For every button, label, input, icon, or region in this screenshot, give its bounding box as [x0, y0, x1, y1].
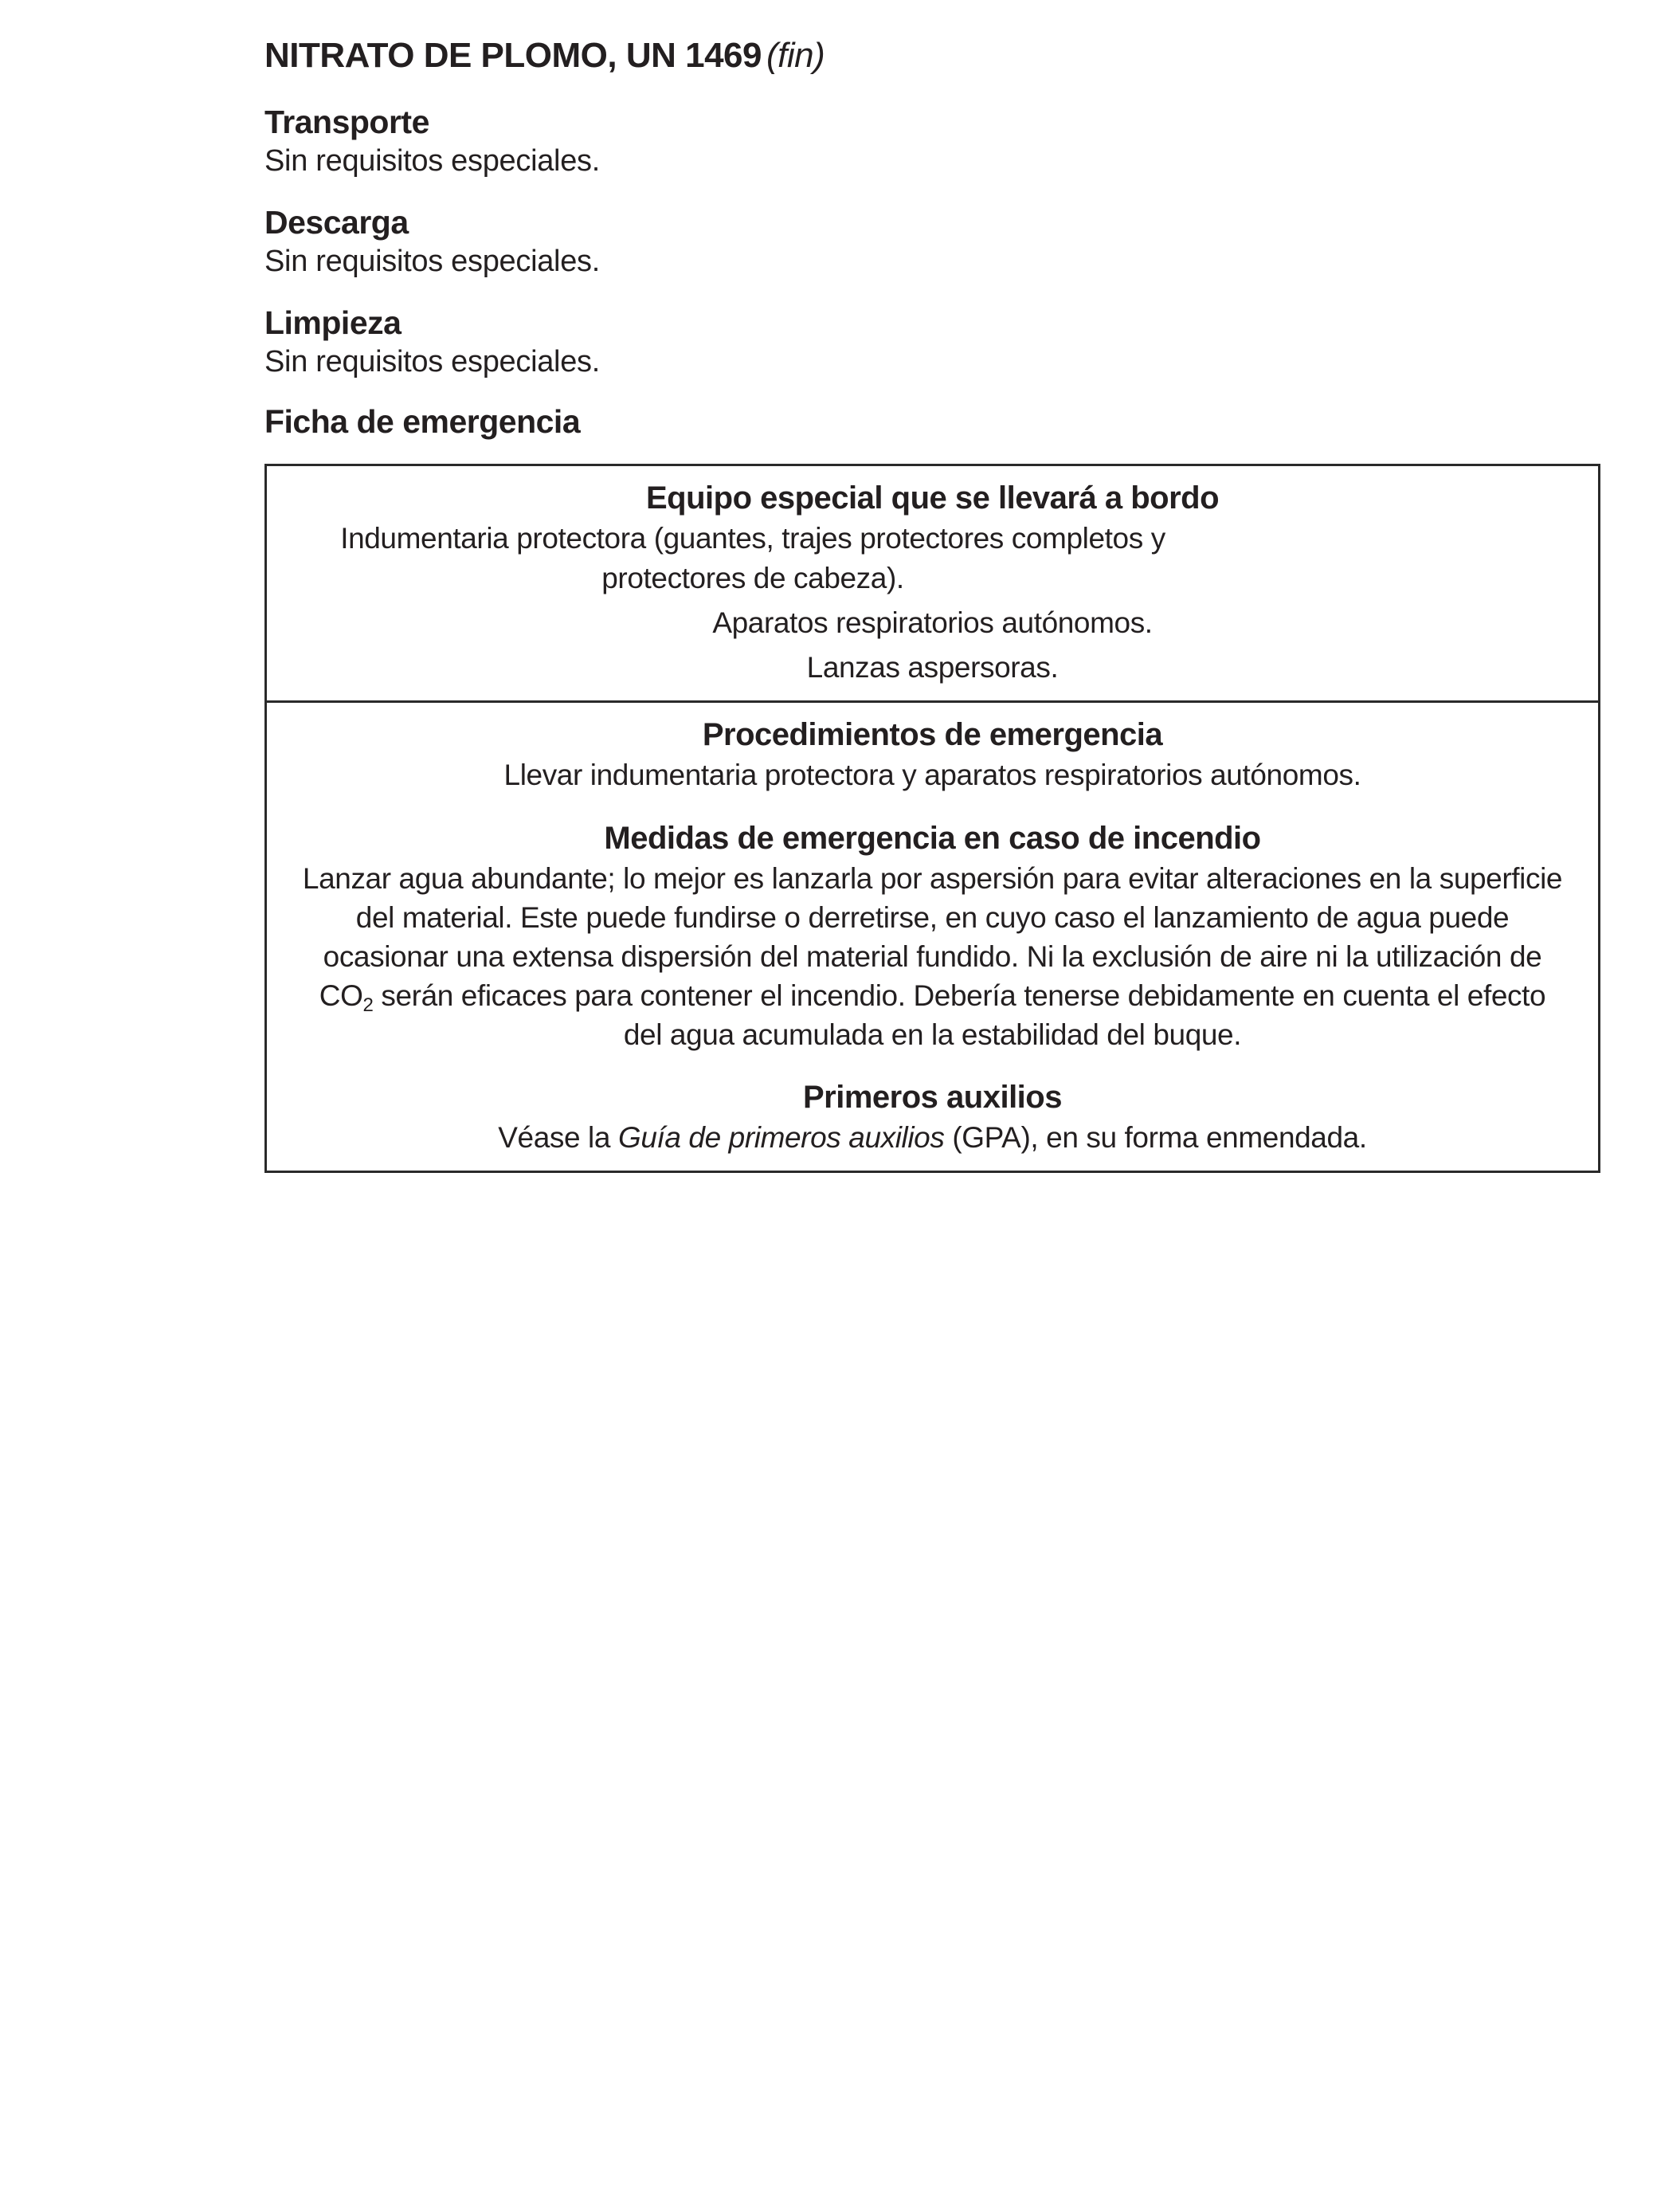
- page-title-suffix: (fin): [766, 36, 825, 75]
- section-text: Sin requisitos especiales.: [264, 345, 600, 378]
- section-heading: Transporte: [264, 104, 429, 140]
- auxilios-guide-title: Guía de primeros auxilios: [617, 1121, 945, 1154]
- equipo-line: Indumentaria protectora (guantes, trajes protectores completos y protectores de cabeza).: [340, 522, 1165, 594]
- section-text: Sin requisitos especiales.: [264, 144, 600, 178]
- section-text: Sin requisitos especiales.: [264, 245, 600, 278]
- incendio-text: [299, 859, 1566, 1054]
- equipo-especial-block: [267, 466, 1598, 700]
- emergency-procedures-block: [267, 700, 1598, 1171]
- auxilios-text-before: Véase la: [498, 1121, 618, 1154]
- ficha-heading: Ficha de emergencia: [264, 403, 581, 440]
- auxilios-text-after: (GPA), en su forma enmendada.: [944, 1121, 1367, 1154]
- incendio-text-before: Lanzar agua abundante; lo mejor es lanzarla por aspersión para evitar alteraciones en la superficie del material. Este puede fundirse o derretirse, en cuyo caso el lanzamiento de agua puede ocasionar una extensa dispersión del material fundido. Ni la exclusión de aire ni la utilización de CO: [302, 862, 1563, 1012]
- co2-subscript: 2: [362, 994, 374, 1017]
- auxilios-heading: Primeros auxilios: [803, 1080, 1062, 1115]
- procedimientos-text: Llevar indumentaria protectora y aparatos respiratorios autónomos.: [503, 759, 1361, 791]
- fire-measures-block: [299, 818, 1566, 1054]
- incendio-heading: Medidas de emergencia en caso de incendio: [604, 821, 1261, 856]
- page-title: [264, 32, 1605, 80]
- auxilios-text: [299, 1118, 1566, 1158]
- equipo-heading: Equipo especial que se llevará a bordo: [645, 480, 1220, 516]
- section-heading: Descarga: [264, 204, 409, 241]
- procedimientos-heading: Procedimientos de emergencia: [702, 717, 1163, 752]
- section-heading: Limpieza: [264, 304, 401, 341]
- equipo-line: Lanzas aspersoras.: [806, 651, 1059, 684]
- section-limpieza: [264, 303, 1605, 381]
- incendio-text-after: serán eficaces para contener el incendio. Debería tenerse debidamente en cuenta el efecto del agua acumulada en la estabilidad del buque.: [373, 979, 1546, 1051]
- section-transporte: [264, 102, 1605, 180]
- emergency-sheet-box: [264, 464, 1600, 1173]
- section-descarga: [264, 202, 1605, 280]
- equipo-line: Aparatos respiratorios autónomos.: [712, 606, 1153, 639]
- page-title-text: NITRATO DE PLOMO, UN 1469: [264, 36, 762, 75]
- document-page: [264, 32, 1605, 1173]
- first-aid-block: [299, 1077, 1566, 1158]
